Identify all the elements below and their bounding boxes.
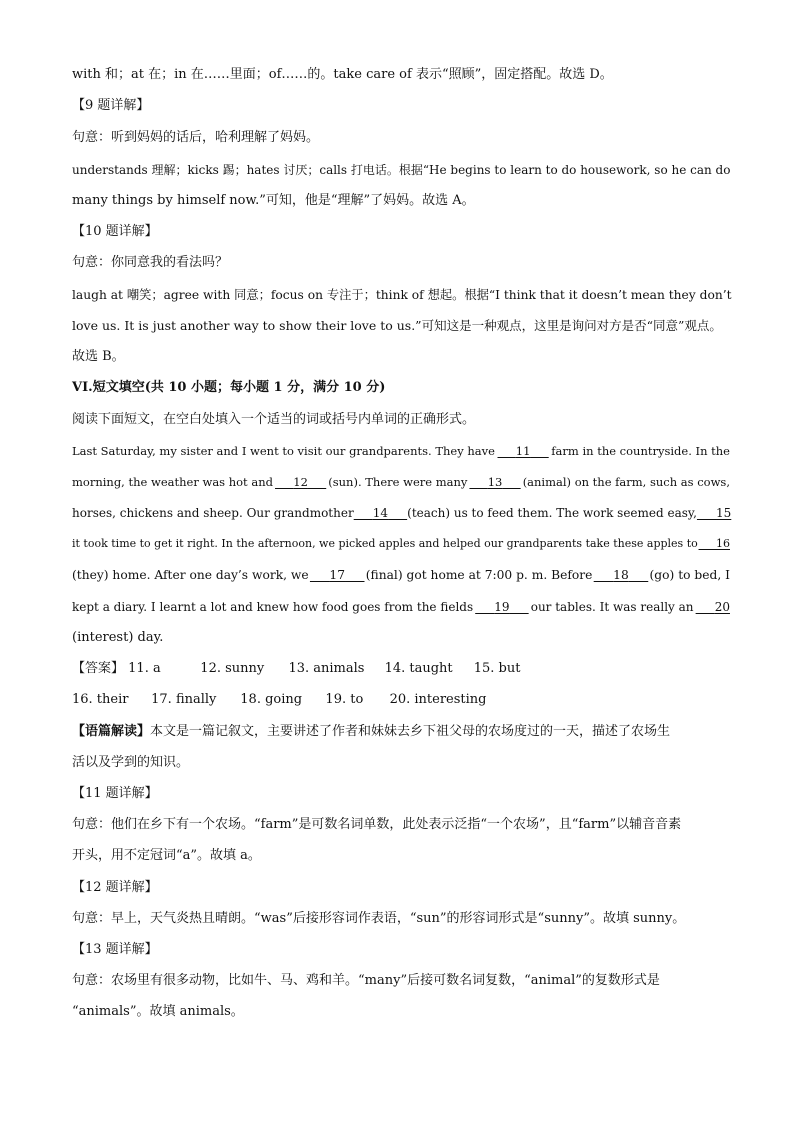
question-9-heading: 【9 题详解】 <box>72 98 150 113</box>
answer-item: 18. going <box>240 692 303 707</box>
answer-item: 13. animals <box>288 661 365 676</box>
passage-line <box>72 598 730 616</box>
passage-line <box>72 442 730 460</box>
blank-19: 19 <box>494 600 510 614</box>
blank-12: 12 <box>293 475 308 489</box>
passage-line <box>72 535 730 553</box>
answer-item: 12. sunny <box>200 661 265 676</box>
text-line: many things by himself now.”可知，他是“理解”了妈妈。故选 A。 <box>72 193 475 208</box>
instruction: 阅读下面短文，在空白处填入一个适当的词或括号内单词的正确形式。 <box>72 412 476 427</box>
text-line: understands 理解；kicks 踢；hates 讨厌；calls 打电话。根据“He begins to learn to do housework, so he can do <box>72 163 731 177</box>
passage-text: our tables. It was really an <box>530 600 694 614</box>
text-line: with 和；at 在；in 在……里面；of……的。take care of 表示“照顾”，固定搭配。故选 D。 <box>72 67 613 82</box>
analysis-label: 【语篇解读】 <box>72 724 151 739</box>
analysis-line: 活以及学到的知识。 <box>72 755 190 770</box>
passage-text: kept a diary. I learnt a lot and knew how food goes from the fields <box>72 600 474 614</box>
answer-item: 16. their <box>72 692 129 707</box>
detail-line: 句意：他们在乡下有一个农场。“farm”是可数名词单数，此处表示泛指“一个农场”，且“farm”以辅音音素 <box>72 817 682 832</box>
text-line: 句意：你同意我的看法吗？ <box>72 255 229 270</box>
blank-18: 18 <box>613 568 629 582</box>
detail-line: 句意：农场里有很多动物，比如牛、马、鸡和羊。“many”后接可数名词复数，“animal”的复数形式是 <box>72 973 660 988</box>
blank-17: 17 <box>329 568 346 582</box>
passage-text: (they) home. After one day’s work, we <box>72 568 309 582</box>
passage-text: (interest) day. <box>72 630 164 645</box>
answer-item: 15. but <box>473 661 521 676</box>
question-13-heading: 【13 题详解】 <box>72 942 158 957</box>
answer-item: 19. to <box>325 692 364 707</box>
answer-row <box>72 660 730 678</box>
answer-item: 17. finally <box>151 692 217 707</box>
question-10-heading: 【10 题详解】 <box>72 224 158 239</box>
detail-line: “animals”。故填 animals。 <box>72 1004 244 1019</box>
blank-14: 14 <box>372 506 389 520</box>
passage-line <box>72 504 730 522</box>
blank-20: 20 <box>714 600 730 614</box>
question-12-heading: 【12 题详解】 <box>72 880 158 895</box>
blank-13: 13 <box>487 475 503 489</box>
passage-text: farm in the countryside. In the <box>551 444 730 458</box>
passage-text: morning, the weather was hot and <box>72 475 273 489</box>
question-11-heading: 【11 题详解】 <box>72 786 158 801</box>
passage-text: horses, chickens and sheep. Our grandmother <box>72 506 354 520</box>
blank-15: 15 <box>716 506 732 520</box>
passage-text: (teach) us to feed them. The work seemed easy, <box>407 506 697 520</box>
answer-item: 20. interesting <box>389 692 487 707</box>
blank-16: 16 <box>716 537 730 550</box>
passage-text: Last Saturday, my sister and I went to visit our grandparents. They have <box>72 444 495 458</box>
section-heading: VI.短文填空(共 10 小题；每小题 1 分，满分 10 分) <box>72 380 386 395</box>
passage-text: it took time to get it right. In the afternoon, we picked apples and helped our grandparents take these apples to <box>72 537 698 550</box>
answer-row <box>72 691 730 709</box>
text-line: laugh at 嘲笑；agree with 同意；focus on 专注于；think of 想起。根据“I think that it doesn’t mean they don’t <box>72 288 732 302</box>
answer-item: 14. taught <box>384 661 453 676</box>
passage-line <box>72 473 730 491</box>
detail-line: 开头，用不定冠词“a”。故填 a。 <box>72 848 261 863</box>
blank-11: 11 <box>515 444 531 458</box>
passage-line <box>72 566 730 584</box>
analysis-line <box>72 723 730 741</box>
passage-text: (sun). There were many <box>328 475 468 489</box>
answer-label: 【答案】 <box>72 661 125 676</box>
passage-text: (go) to bed, I <box>649 568 730 582</box>
text-line: 句意：听到妈妈的话后，哈利理解了妈妈。 <box>72 130 320 145</box>
passage-line <box>72 629 730 647</box>
passage-text: (animal) on the farm, such as cows, <box>522 475 730 489</box>
detail-line: 句意：早上，天气炎热且晴朗。“was”后接形容词作表语，“sun”的形容词形式是“sunny”。故填 sunny。 <box>72 911 686 926</box>
passage-text: (final) got home at 7:00 p. m. Before <box>365 568 593 582</box>
analysis-text: 本文是一篇记叙文，主要讲述了作者和妹妹去乡下祖父母的农场度过的一天，描述了农场生 <box>150 724 671 739</box>
text-line: love us. It is just another way to show their love to us.”可知这是一种观点，这里是询问对方是否“同意”观点。 <box>72 318 722 333</box>
text-line: 故选 B。 <box>72 349 125 364</box>
answer-item: 11. a <box>128 661 161 676</box>
